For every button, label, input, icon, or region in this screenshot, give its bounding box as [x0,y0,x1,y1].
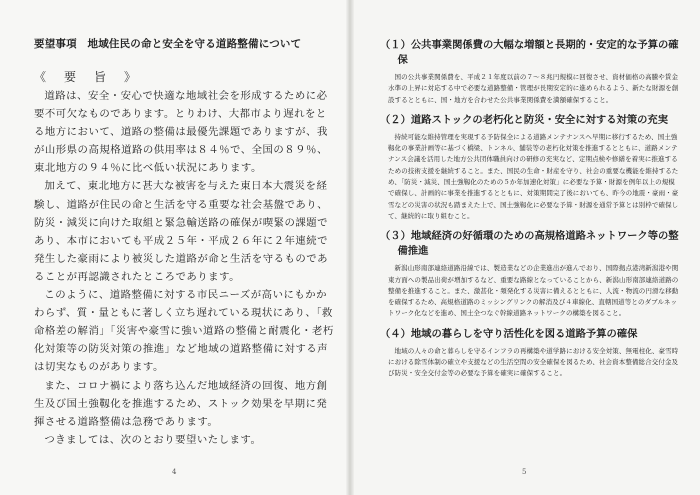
section-body: 国の公共事業関係費を、平成２１年度以前の７～８兆円規模に回復させ、資材価格の高騰や賃金水準の上昇に対応する中で必要な道路整備・管理が長期安定的に進められるよう、新たな財源を創設するとともに、国・地方を合わせた公共事業関係費を満額確保すること。 [388,73,679,104]
section-body: 地域の人々の命と暮らしを守るインフラの再構築や道学路における安全対策、無電柱化、豪雪時における除雪体制の確立や支援などの生活空間の安全確保を図るため、社会資本整備総合交付金及び防災・安全交付金等の必要な予算を確実に確保すること。 [388,346,679,378]
request-section [380,327,680,380]
section-heading: （１）公共事業関係費の大幅な増額と長期的・安定的な予算の確保 [380,39,679,66]
summary-paragraph: 道路は、安全・安心で快適な地域社会を形成するために必要不可欠なものであります。とりわけ、大都市より遅れをとる地方において、道路の整備は最優先課題でありますが、我が山形県の高規格道路の供用率は８４％で、全国の８９％、東北地方の９４％に比べ低い状況にあります。 [34,90,328,175]
section-heading: （３）地域経済の好循環のための高規格道路ネットワーク等の整備推進 [380,230,679,258]
page-number: 4 [172,468,177,476]
summary-title: 《 要 旨 》 [34,70,140,84]
request-section [380,229,680,319]
summary-paragraph: 加えて、東北地方に甚大な被害を与えた東日本大震災を経験し、道路が住民の命と生活を守る重要な社会基盤であり、防災・減災に向けた取組と緊急輸送路の確保が喫緊の課題であり、本市においても平成２５年・平成２６年に２年連続で発生した豪雨により被災した道路が命と生活を守るものであることが再認識されたところであります。 [34,180,329,283]
section-body: 持続可能な維持管理を実現する予防保全による道路メンテナンスへ早期に移行するため、国土強靱化の事業計画等に基づく橋梁、トンネル、舗装等の老朽化対策を推進するとともに、道路メンテナンス会議を活用した地方公共団体職員向けの研修の充実など、定期点検や修繕を着実に推進するための技術支援を継続すること。また、国民の生命・財産を守り、社会の重要な機能を維持するため、「防災・減災、国土強靱化のための５か年加速化対策」に必要な予算・財源を例年以上の規模で確保し、計画的に事業を推進するとともに、対策期間完了後においても、昨今の地震・豪雨・豪雪などの災害の状況も踏まえた上で、国土強靱化に必要な予算・財源を通常予算とは別枠で確保して、継続的に取り組むこと。 [388,132,679,220]
summary-paragraph: つきましては、次のとおり要望いたします。 [44,433,262,446]
summary-body [34,87,334,449]
summary-paragraph: このように、道路整備に対する市民ニーズが高いにもかかわらず、質・量ともに著しく立ち遅れている現状にあり、「救命格差の解消」「災害や豪雪に強い道路の整備と耐震化・老朽化対策等の防災対策の推進」など地域の道路整備に対する声は切実なものがあります。 [34,289,334,374]
section-heading: （２）道路ストックの老朽化と防災・安全に対する対策の充実 [380,113,669,126]
request-sections [380,38,680,387]
request-heading: 要望事項 地域住民の命と安全を守る道路整備について [34,38,302,50]
request-section [380,113,680,222]
section-heading: （４）地域の暮らしを守り活性化を図る道路予算の確保 [380,327,638,340]
request-section [380,38,680,106]
page-number: 5 [522,468,527,476]
summary-paragraph: また、コロナ禍により落ち込んだ地域経済の回復、地方創生及び国土強靱化を推進するため、ストック効果を早期に発揮させる道路整備は急務であります。 [34,379,328,428]
section-body: 新潟山形南部連絡道路沿線では、製造業などの企業進出が進んでおり、国際拠点港湾新潟港や関東方面への製品出荷が増加するなど、重要な路線となっていることから、新潟山形南部連絡道路の整備を推進すること。また、激甚化・頻発化する災害に備えるとともに、人流・物流の円滑な移動を確保するため、高規格道路のミッシングリンクの解消及び４車線化、直轄国道等とのダブルネットワーク化などを進め、国土全つなぐ幹線道路ネットワークの構築を図ること。 [388,264,679,318]
page-gutter [346,0,354,495]
